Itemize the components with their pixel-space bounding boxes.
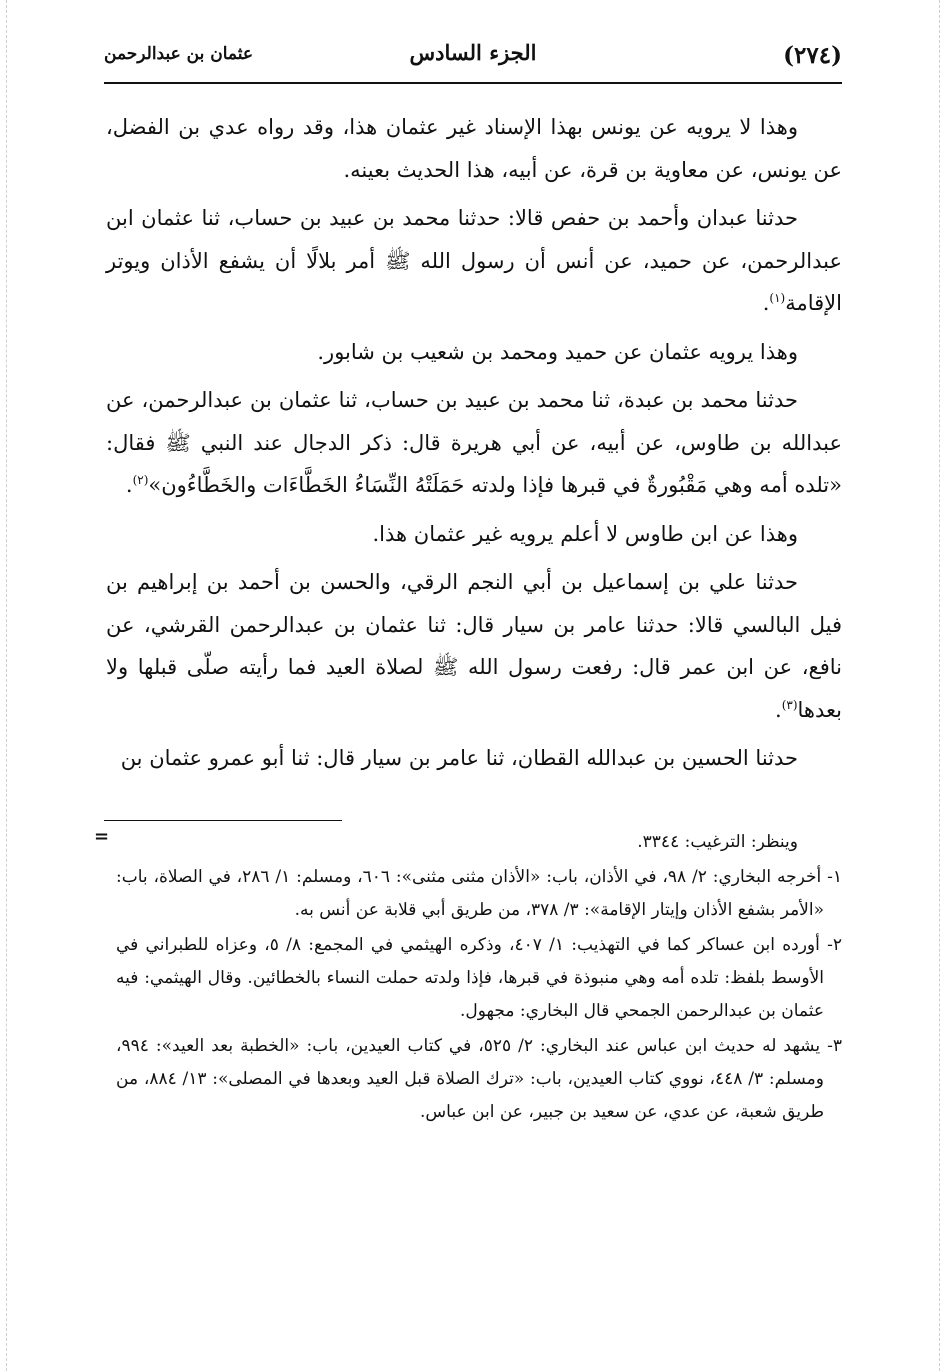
paragraph-text: حدثنا عبدان وأحمد بن حفص قالا: حدثنا محمد بن عبيد بن حساب، ثنا عثمان ابن عبدالرحمن، عن حميد، عن أنس أن رسول الله ﷺ أمر بلالًا أن يشفع الأذان ويوتر الإقامة: [106, 206, 842, 315]
paragraph-text: حدثنا الحسين بن عبدالله القطان، ثنا عامر بن سيار قال: ثنا أبو عمرو عثمان بن: [120, 746, 798, 770]
footnote-text: يشهد له حديث ابن عباس عند البخاري: ٢/ ٥٢٥، في كتاب العيدين، باب: «الخطبة بعد العيد»: ٩٩٤، ومسلم: ٣/ ٤٤٨، نووي كتاب العيدين، باب: «ترك الصلاة قبل العيد وبعدها في المصلى»: ١٣/ ٨٨٤، من طريق شعبة، عن عدي، عن سعيد بن جبير، عن ابن عباس.: [116, 1036, 824, 1122]
paragraph: [106, 561, 842, 731]
scan-edge-left: [6, 0, 7, 1371]
paragraph: [106, 513, 842, 556]
paragraph: [106, 737, 842, 780]
header-rule: [104, 82, 842, 84]
footnote-ref: (٣): [781, 697, 798, 712]
footnote-number: ١-: [827, 867, 842, 887]
paragraph-text: حدثنا محمد بن عبدة، ثنا محمد بن عبيد بن حساب، ثنا عثمان بن عبدالرحمن، عن عبدالله بن طاوس، عن أبيه، عن أبي هريرة قال: ذكر الدجال عند النبي ﷺ فقال: «تلده أمه وهي مَقْبُورةٌ في قبرها فإذا ولدته حَمَلَتْهُ النِّسَاءُ الخَطَّاءَات والخَطَّاءُون»: [106, 388, 842, 497]
page-header: [104, 36, 842, 84]
paragraph-text: وهذا عن ابن طاوس لا أعلم يرويه غير عثمان هذا.: [372, 521, 798, 546]
paragraph-text: وهذا لا يرويه عن يونس بهذا الإسناد غير عثمان هذا، وقد رواه عدي بن الفضل، عن يونس، عن معاوية بن قرة، عن أبيه، هذا الحديث بعينه.: [106, 115, 842, 182]
paragraph: [106, 106, 842, 191]
footnote-number: ٢-: [827, 935, 843, 955]
main-text: [106, 106, 842, 786]
paragraph-end: .: [125, 473, 133, 497]
running-title: عثمان بن عبدالرحمن: [104, 44, 254, 64]
part-title: الجزء السادس: [409, 40, 537, 65]
scan-edge-right: [939, 0, 940, 1371]
footnote-continuation-marker: =: [94, 826, 110, 847]
footnote-item: [116, 929, 842, 1028]
paragraph-text: حدثنا علي بن إسماعيل بن أبي النجم الرقي، والحسن بن أحمد بن إبراهيم بن فيل البالسي قالا: حدثنا عامر بن سيار قال: ثنا عثمان بن عبدالرحمن القرشي، عن نافع، عن ابن عمر قال: رفعت رسول الله ﷺ لصلاة العيد فما رأيته صلّى قبلها ولا بعدها: [106, 570, 842, 722]
footnote-item: [116, 861, 842, 927]
footnote-item: [116, 1030, 842, 1129]
paragraph: [106, 331, 842, 374]
paragraph-text: وهذا يرويه عثمان عن حميد ومحمد بن شعيب بن شابور.: [317, 339, 798, 364]
paragraph-end: .: [775, 697, 782, 722]
footnote-ref: (٢): [132, 473, 149, 487]
page-number: (٢٧٤): [783, 42, 842, 69]
footnote-ref: (١): [769, 291, 786, 305]
paragraph: [106, 379, 842, 507]
footnote-number: ٣-: [827, 1036, 842, 1056]
paragraph-end: .: [762, 291, 770, 315]
footnote-text: أخرجه البخاري: ٢/ ٩٨، في الأذان، باب: «الأذان مثنى مثنى»: ٦٠٦، ومسلم: ١/ ٢٨٦، في الصلاة، باب: «الأمر بشفع الأذان وإيتار الإقامة»: ٣/ ٣٧٨، من طريق أبي قلابة عن أنس به.: [116, 867, 824, 920]
footnote-text: أورده ابن عساكر كما في التهذيب: ١/ ٤٠٧، وذكره الهيثمي في المجمع: ٨/ ٥، وعزاه للطبراني في الأوسط بلفظ: تلده أمه وهي منبوذة في قبرها، فإذا ولدته حملت النساء بالخطائين. وقال الهيثمي: فيه عثمان بن عبدالرحمن الجمحي قال البخاري: مجهول.: [116, 935, 824, 1021]
footnote-continuation: وينظر: الترغيب: ٣٣٤٤.: [637, 832, 798, 852]
footnotes: [116, 826, 842, 1131]
paragraph: [106, 197, 842, 325]
footnote-separator: [104, 820, 342, 821]
